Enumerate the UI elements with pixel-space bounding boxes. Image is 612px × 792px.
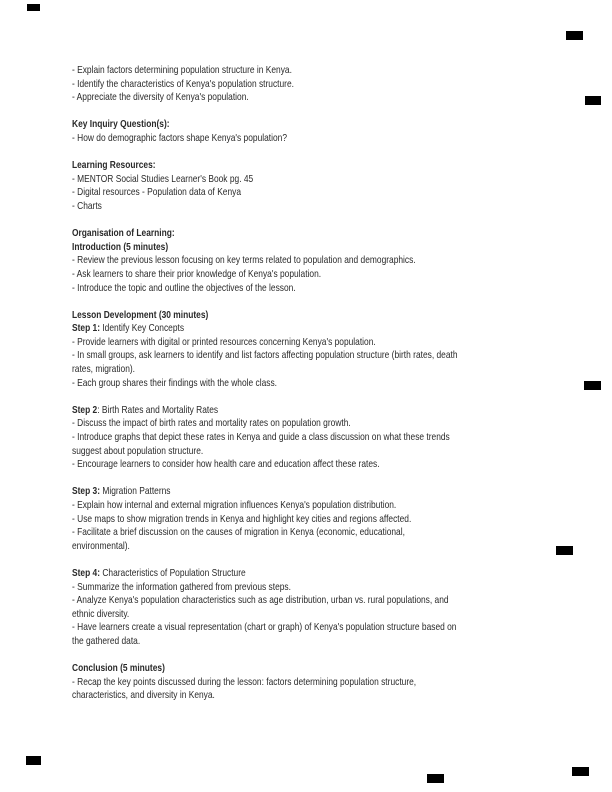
text-line [72, 132, 600, 146]
body-text: suggest about population structure. [72, 444, 204, 457]
text-line [72, 594, 600, 608]
body-text: - How do demographic factors shape Kenya's population? [72, 131, 287, 144]
section-lesson-development-step-1 [72, 309, 600, 391]
body-text: - Review the previous lesson focusing on key terms related to population and demographics. [72, 254, 416, 267]
body-text: - Explain how internal and external migration influences Kenya's population distribution. [72, 499, 397, 511]
body-text: - Identify the characteristics of Kenya's population structure. [72, 77, 294, 90]
text-line [72, 513, 600, 527]
text-line [72, 689, 600, 703]
body-text: - Summarize the information gathered from previous steps. [72, 580, 291, 593]
body-text: - Encourage learners to consider how health care and education affect these rates. [72, 458, 380, 471]
body-text: rates, migration). [72, 363, 136, 376]
body-text: - Facilitate a brief discussion on the causes of migration in Kenya (economic, educational, [72, 526, 405, 539]
body-text: - Ask learners to share their prior knowledge of Kenya's population. [72, 267, 322, 280]
body-text: - Recap the key points discussed during the lesson: factors determining population structure, [72, 675, 417, 688]
scan-artifact-mark [427, 774, 444, 783]
heading-text: Organisation of Learning: [72, 227, 175, 240]
body-text: - Provide learners with digital or printed resources concerning Kenya's population. [72, 335, 376, 348]
text-line [72, 309, 600, 323]
heading-text: Learning Resources: [72, 159, 156, 172]
text-line [72, 635, 600, 649]
scan-artifact-mark [556, 546, 573, 555]
body-text: characteristics, and diversity in Kenya. [72, 689, 215, 702]
body-text: - Introduce the topic and outline the objectives of the lesson. [72, 281, 296, 294]
body-text: - Have learners create a visual representation (chart or graph) of Kenya's population structure based on [72, 621, 457, 634]
body-text: - Use maps to show migration trends in Kenya and highlight key cities and regions affected. [72, 512, 412, 525]
heading-text: Conclusion (5 minutes) [72, 662, 165, 675]
body-text: - Analyze Kenya's population characteristics such as age distribution, urban vs. rural populations, and [72, 594, 449, 607]
section-step-4 [72, 567, 600, 649]
text-line [72, 662, 600, 676]
text-line [72, 363, 600, 377]
heading-text: Lesson Development (30 minutes) [72, 308, 209, 321]
text-line [72, 282, 600, 296]
body-text: - In small groups, ask learners to identify and list factors affecting population structure (birth rates, death [72, 349, 458, 362]
text-line [72, 458, 600, 472]
scan-artifact-mark [584, 381, 601, 390]
scan-artifact-mark [27, 4, 40, 11]
body-text: - Each group shares their findings with the whole class. [72, 376, 277, 389]
body-text: Characteristics of Population Structure [100, 566, 246, 579]
body-text: ethnic diversity. [72, 607, 130, 620]
text-line [72, 526, 600, 540]
section-step-2 [72, 404, 600, 472]
text-line [72, 608, 600, 622]
text-line [72, 268, 600, 282]
body-text: - MENTOR Social Studies Learner's Book pg. 45 [72, 172, 254, 185]
text-line [72, 499, 600, 513]
scan-artifact-mark [572, 767, 589, 776]
text-line [72, 91, 600, 105]
text-line [72, 118, 600, 132]
body-text: : Birth Rates and Mortality Rates [97, 403, 219, 416]
body-text: - Discuss the impact of birth rates and mortality rates on population growth. [72, 417, 351, 430]
section-step-3 [72, 485, 600, 553]
section-learning-resources [72, 159, 600, 213]
text-line [72, 200, 600, 214]
body-text: the gathered data. [72, 634, 141, 647]
text-line [72, 227, 600, 241]
lesson-plan-text [72, 64, 600, 717]
heading-text: Step 2 [72, 403, 98, 416]
heading-text: Step 1: [72, 322, 101, 335]
text-line [72, 485, 600, 499]
text-line [72, 173, 600, 187]
body-text: Migration Patterns [100, 485, 171, 498]
text-line [72, 417, 600, 431]
section-objectives [72, 64, 600, 105]
text-line [72, 322, 600, 336]
body-text: - Introduce graphs that depict these rates in Kenya and guide a class discussion on what these trends [72, 431, 450, 444]
body-text: environmental). [72, 539, 130, 552]
text-line [72, 581, 600, 595]
text-line [72, 567, 600, 581]
text-line [72, 621, 600, 635]
heading-text: Introduction (5 minutes) [72, 240, 169, 253]
text-line [72, 336, 600, 350]
scan-artifact-mark [566, 31, 583, 40]
body-text: - Charts [72, 199, 102, 212]
scan-artifact-mark [585, 96, 601, 105]
text-line [72, 676, 600, 690]
body-text: - Explain factors determining population structure in Kenya. [72, 64, 292, 76]
text-line [72, 404, 600, 418]
section-organisation-introduction [72, 227, 600, 295]
body-text: - Digital resources - Population data of Kenya [72, 186, 242, 199]
heading-text: Step 4: [72, 566, 101, 579]
text-line [72, 241, 600, 255]
text-line [72, 159, 600, 173]
section-conclusion [72, 662, 600, 703]
text-line [72, 431, 600, 445]
text-line [72, 78, 600, 92]
text-line [72, 349, 600, 363]
heading-text: Key Inquiry Question(s): [72, 118, 170, 131]
text-line [72, 540, 600, 554]
section-key-inquiry [72, 118, 600, 145]
text-line [72, 186, 600, 200]
text-line [72, 377, 600, 391]
body-text: Identify Key Concepts [100, 322, 185, 335]
text-line [72, 64, 600, 78]
scan-artifact-mark [26, 756, 41, 765]
heading-text: Step 3: [72, 485, 101, 498]
text-line [72, 445, 600, 459]
body-text: - Appreciate the diversity of Kenya's population. [72, 91, 249, 104]
text-line [72, 254, 600, 268]
